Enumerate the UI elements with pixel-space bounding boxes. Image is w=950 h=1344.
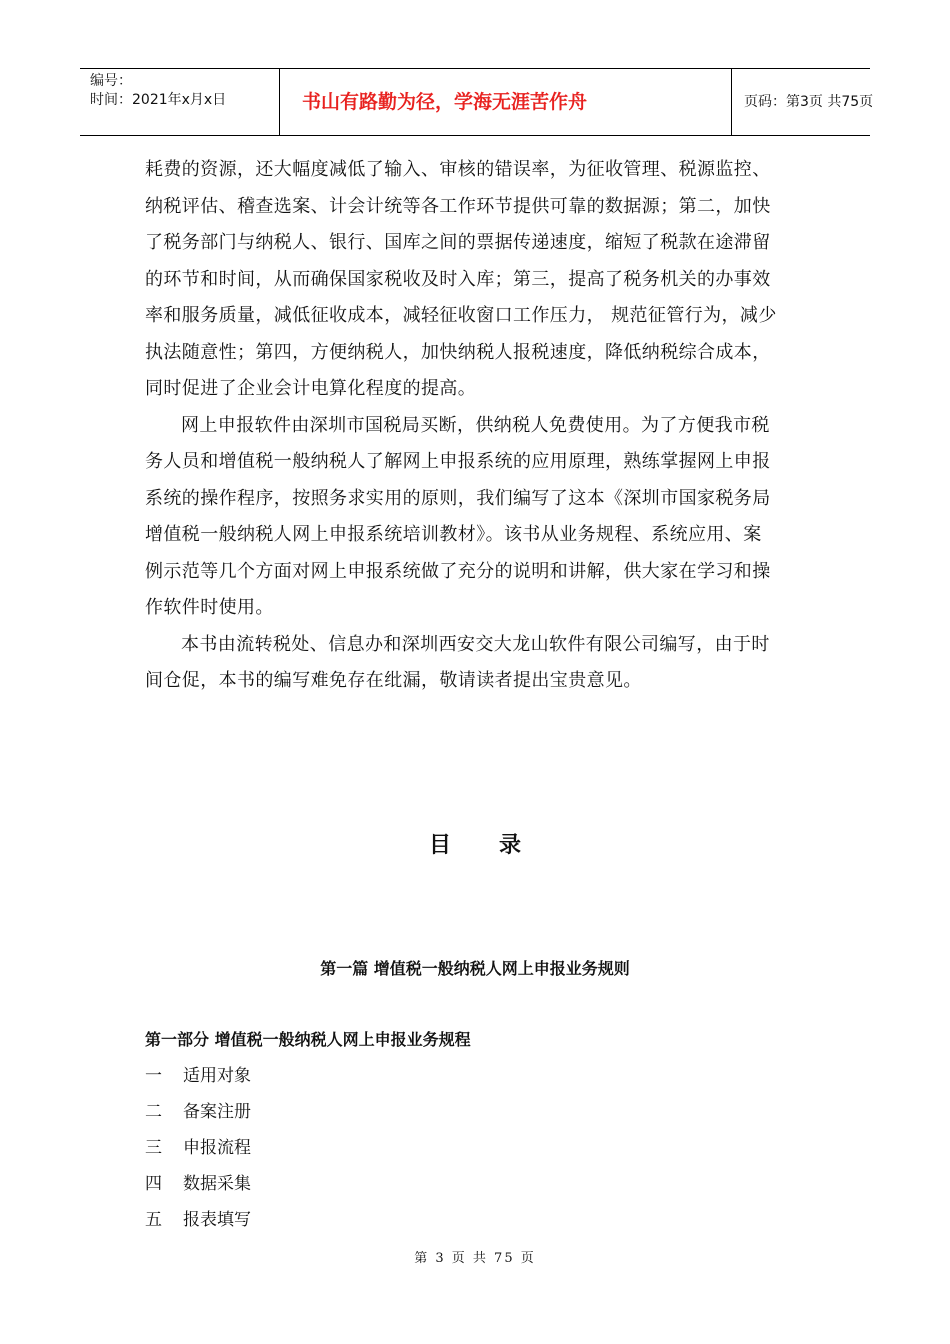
toc-part-title: 第一篇 增值税一般纳税人网上申报业务规则: [320, 959, 630, 978]
toc-item-label: 适用对象: [183, 1066, 251, 1086]
paragraph-line: 网上申报软件由深圳市国税局买断，供纳税人免费使用。为了方便我市税: [181, 414, 770, 436]
toc-item-number: 四: [145, 1174, 162, 1194]
paragraph-line: 率和服务质量，减低征收成本，减轻征收窗口工作压力， 规范征管行为，减少: [145, 305, 777, 326]
paragraph-line: 增值税一般纳税人网上申报系统培训教材》。该书从业务规程、系统应用、案: [145, 524, 762, 545]
toc-item[interactable]: [145, 1202, 251, 1238]
toc-item[interactable]: [145, 1130, 251, 1166]
paragraph-line: 例示范等几个方面对网上申报系统做了充分的说明和讲解，供大家在学习和操: [145, 560, 771, 582]
paragraph-2: [145, 408, 810, 627]
toc-heading: 目录: [428, 833, 569, 858]
toc-item-label: 申报流程: [183, 1138, 251, 1158]
paragraph-1: [145, 152, 810, 408]
header-page-info: 页码：第3页 共75页: [744, 94, 874, 110]
paragraph-line: 执法随意性；第四，方便纳税人，加快纳税人报税速度，降低纳税综合成本，: [145, 341, 771, 363]
paragraph-line: 纳税评估、稽查选案、计会计统等各工作环节提供可靠的数据源；第二，加快: [145, 195, 771, 217]
paragraph-3: [145, 627, 810, 700]
page-header: [80, 68, 874, 136]
document-body: [145, 152, 810, 700]
paragraph-line: 了税务部门与纳税人、银行、国库之间的票据传递速度，缩短了税款在途滞留: [145, 232, 771, 253]
toc-item[interactable]: [145, 1166, 251, 1202]
toc-item-label: 报表填写: [183, 1210, 251, 1230]
paragraph-line: 间仓促，本书的编写难免存在纰漏，敬请读者提出宝贵意见。: [145, 670, 642, 691]
page-footer: 第 3 页 共 75 页: [414, 1251, 536, 1266]
paragraph-line: 的环节和时间，从而确保国家税收及时入库；第三，提高了税务机关的办事效: [145, 268, 771, 290]
toc-item[interactable]: [145, 1058, 251, 1094]
toc-item-number: 二: [145, 1102, 162, 1122]
toc-list: [145, 1058, 251, 1238]
paragraph-line: 耗费的资源，还大幅度减低了输入、审核的错误率，为征收管理、税源监控、: [145, 159, 771, 180]
toc-item-number: 三: [145, 1138, 162, 1158]
toc-item-label: 数据采集: [183, 1174, 251, 1194]
toc-item-label: 备案注册: [183, 1102, 251, 1122]
header-time-label: 时间：2021年x月x日: [90, 92, 227, 108]
paragraph-line: 本书由流转税处、信息办和深圳西安交大龙山软件有限公司编写，由于时: [181, 633, 770, 655]
paragraph-line: 系统的操作程序，按照务求实用的原则，我们编写了这本《深圳市国家税务局: [145, 487, 771, 509]
toc-item-number: 五: [145, 1210, 162, 1230]
toc-section-title: 第一部分 增值税一般纳税人网上申报业务规程: [145, 1030, 471, 1049]
paragraph-line: 同时促进了企业会计电算化程度的提高。: [145, 378, 477, 399]
toc-item[interactable]: [145, 1094, 251, 1130]
paragraph-line: 务人员和增值税一般纳税人了解网上申报系统的应用原理，熟练掌握网上申报: [145, 451, 771, 472]
header-meta: [80, 69, 280, 135]
paragraph-line: 作软件时使用。: [145, 597, 274, 618]
header-number-label: 编号：: [90, 73, 132, 89]
header-motto: 书山有路勤为径，学海无涯苦作舟: [280, 69, 732, 135]
toc-item-number: 一: [145, 1066, 162, 1086]
